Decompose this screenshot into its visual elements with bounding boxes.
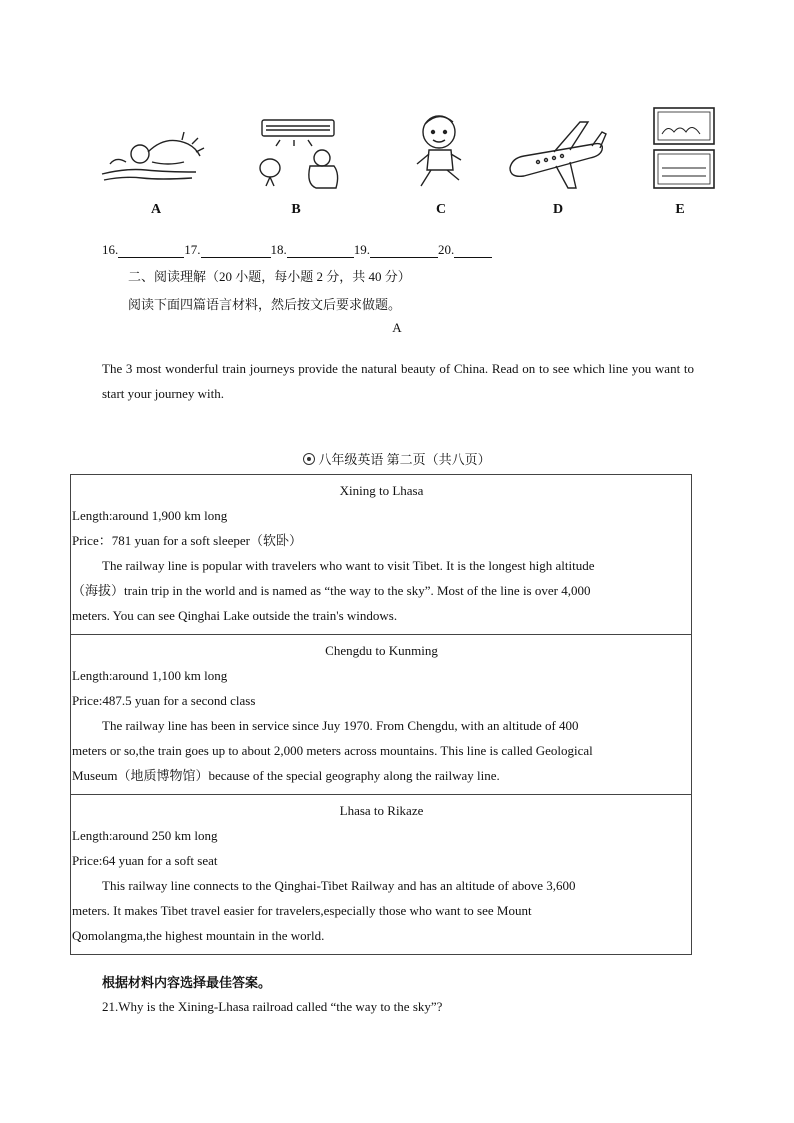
route-description: The railway line has been in service since Juy 1970. From Chengdu, with an altitude of 400 meters or so,the train goes up to about 2,000 meters across mountains. This line is called Geological Museum（地质博物馆）because of the special geography along the railway line. xyxy=(72,718,593,783)
air-conditioner-icon xyxy=(236,104,356,194)
answer-blank[interactable] xyxy=(201,243,271,258)
picture-row xyxy=(96,104,726,228)
passage-label: A xyxy=(392,320,402,335)
instruction: 阅读下面四篇语言材料，然后按文后要求做题。 xyxy=(128,297,402,312)
question-heading: 根据材料内容选择最佳答案。 xyxy=(102,975,272,990)
route-cell xyxy=(71,475,692,635)
picture-letter: E xyxy=(675,202,685,217)
route-title: Lhasa to Rikaze xyxy=(339,803,424,818)
table-row xyxy=(71,795,692,955)
blank-label: 17. xyxy=(184,242,201,257)
blank-label: 16. xyxy=(102,242,119,257)
picture-b xyxy=(236,104,356,228)
blank-label: 19. xyxy=(353,242,370,257)
answer-blank[interactable] xyxy=(454,243,492,258)
postcards-icon xyxy=(620,104,740,194)
route-title: Chengdu to Kunming xyxy=(325,643,438,658)
routes-table xyxy=(70,474,692,955)
section-title: 二、阅读理解（20 小题，每小题 2 分，共 40 分） xyxy=(128,269,411,284)
route-length: Length:around 1,100 km long xyxy=(72,668,228,683)
route-description: The railway line is popular with travelers who want to visit Tibet. It is the longest high altitude（海拔）train trip in the world and is named as “the way to the sky”. Most of the line is over 4,000 meters. You can see Qinghai Lake outside the train's windows. xyxy=(72,558,595,623)
picture-letter: D xyxy=(552,202,564,217)
route-price: Price：781 yuan for a soft sleeper（软卧） xyxy=(72,533,302,548)
picture-letter: B xyxy=(291,202,301,217)
route-title: Xining to Lhasa xyxy=(339,483,424,498)
blank-label: 18. xyxy=(270,242,287,257)
footer-text: 八年级英语 第二页（共八页） xyxy=(318,452,491,467)
route-length: Length:around 1,900 km long xyxy=(72,508,228,523)
page-footer xyxy=(0,449,794,468)
swimmer-icon xyxy=(96,104,216,194)
route-price: Price:487.5 yuan for a second class xyxy=(72,693,256,708)
picture-letter: C xyxy=(435,202,447,217)
question-21: 21.Why is the Xining-Lhasa railroad called “the way to the sky”? xyxy=(102,999,443,1014)
picture-e xyxy=(620,104,740,228)
airplane-icon xyxy=(498,104,618,194)
table-row xyxy=(71,475,692,635)
table-row xyxy=(71,635,692,795)
route-price: Price:64 yuan for a soft seat xyxy=(72,853,218,868)
route-length: Length:around 250 km long xyxy=(72,828,218,843)
answer-blank[interactable] xyxy=(118,243,184,258)
picture-c xyxy=(381,104,501,228)
route-cell xyxy=(71,795,692,955)
answer-blanks xyxy=(102,242,492,258)
route-cell xyxy=(71,635,692,795)
running-boy-icon xyxy=(381,104,501,194)
logo-icon xyxy=(303,453,315,465)
picture-d xyxy=(498,104,618,228)
picture-a xyxy=(96,104,216,228)
picture-letter: A xyxy=(150,202,162,217)
answer-blank[interactable] xyxy=(287,243,354,258)
route-description: This railway line connects to the Qinghai-Tibet Railway and has an altitude of above 3,600 meters. It makes Tibet travel easier for travelers,especially those who want to see Mount Qomolangma,the highest mountain in the world. xyxy=(72,878,576,943)
answer-blank[interactable] xyxy=(370,243,438,258)
intro-paragraph: The 3 most wonderful train journeys provide the natural beauty of China. Read on to see which line you want to start your journey with. xyxy=(102,361,694,401)
blank-label: 20. xyxy=(438,242,455,257)
